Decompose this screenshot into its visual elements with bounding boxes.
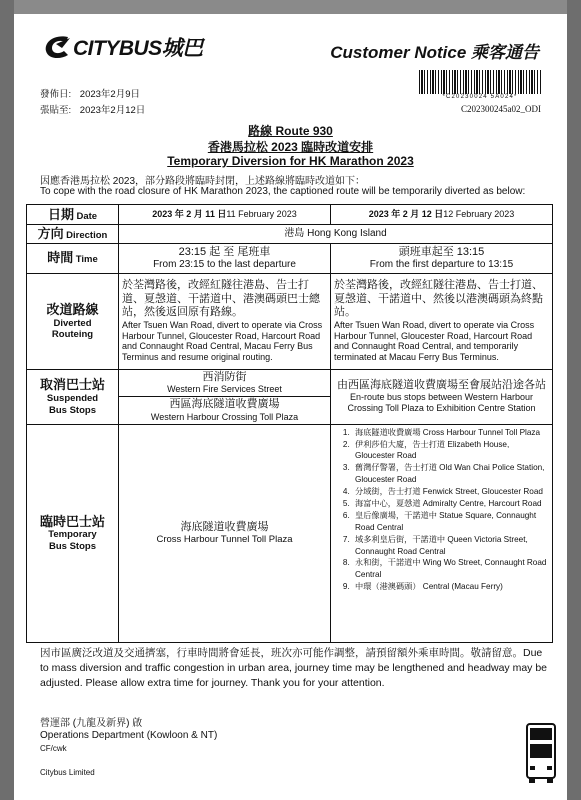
direction-row	[27, 225, 553, 244]
routeing-day2: 於荃灣路後，改經紅隧往港島、告士打道、夏愨道、干諾道中、然後以港澳碼頭為終點站。 After Tsuen Wan Road, divert to operate via Cross Harbour Tunnel, Gloucester Road, Harcourt Road and Connaught Road Central, and temporarily terminated at Macau Ferry Bus Terminus.	[331, 273, 553, 369]
barcode	[419, 70, 541, 94]
list-item: 3. 舊灣仔警署，告士打道 Old Wan Chai Police Station, Gloucester Road	[352, 462, 549, 486]
intro-zh: 因應香港馬拉松 2023，部分路段將臨時封閉，上述路線將臨時改道如下：	[40, 176, 366, 187]
issue-date-line	[40, 86, 140, 100]
intro-en: To cope with the road closure of HK Marathon 2023, the captioned route will be temporarily diverted as below:	[40, 186, 526, 197]
department-zh: 營運部 (九龍及新界) 啟	[40, 718, 143, 729]
reference-number: C202300245a02_ODI	[461, 104, 541, 114]
top-frame	[14, 0, 567, 14]
company-name: Citybus Limited	[40, 768, 95, 777]
list-item: 9. 中環（港澳碼頭） Central (Macau Ferry)	[352, 581, 549, 593]
issue-date: 2023年2月9日	[79, 89, 140, 100]
temporary-day2	[331, 424, 553, 642]
notice-title: Customer Notice 乘客通告	[330, 43, 539, 62]
list-item: 8. 永和街，干諾道中 Wing Wo Street, Connaught Road Central	[352, 557, 549, 581]
citybus-logo	[42, 34, 203, 60]
temporary-row	[27, 424, 553, 642]
suspended-day1: 西消防街 Western Fire Services Street 西區海底隧道收費廣場 Western Harbour Crossing Toll Plaza	[119, 369, 331, 424]
post-label: 張貼至:	[40, 105, 72, 116]
suspended-day2: 由西區海底隧道收費廣場至會展站沿途各站 En-route bus stops between Western Harbour Crossing Toll Plaza to Exhibition Centre Station	[331, 369, 553, 424]
time-day2: 頭班車起至 13:15 From the first departure to 13:15	[331, 243, 553, 273]
time-day1: 23:15 起 至 尾班車 From 23:15 to the last departure	[119, 243, 331, 273]
list-item: 2. 伊利莎伯大廈，告士打道 Elizabeth House, Gloucester Road	[352, 439, 549, 463]
footnote-en: Due to mass diversion and traffic congestion in urban area, journey time may be lengthened and headway may be adjusted. Please allow extra time for journey. Thank you for your attention.	[40, 647, 548, 689]
issue-label: 發佈日:	[40, 89, 72, 100]
routeing-day1: 於荃灣路後，改經紅隧往港島、告士打道、夏愨道、干諾道中、港澳碼頭巴士總站，然後返回原有路線。 After Tsuen Wan Road, divert to operate via Cross Harbour Tunnel, Gloucester Road, Harcourt Road and Connaught Road Central, Macau Ferry Bus Terminus and resume original routing.	[119, 273, 331, 369]
footnote-zh: 因市區廣泛改道及交通擠塞，行車時間將會延長，班次亦可能作調整，請預留額外乘車時間。敬請留意。	[40, 647, 523, 659]
date-row	[27, 205, 553, 225]
bus-icon	[524, 722, 558, 784]
title-zh: 香港馬拉松 2023 臨時改道安排	[207, 140, 374, 154]
title-en: Temporary Diversion for HK Marathon 2023	[167, 154, 414, 168]
footnote	[40, 646, 550, 691]
barcode-number: *C20230024 5A024*	[442, 94, 518, 100]
notice-page	[14, 0, 567, 800]
department-en: Operations Department (Kowloon & NT)	[40, 730, 218, 741]
right-frame	[567, 0, 581, 800]
date-label: 日期 Date	[27, 205, 119, 225]
direction-label: 方向 Direction	[27, 225, 119, 244]
temporary-label: 臨時巴士站 Temporary Bus Stops	[27, 424, 119, 642]
date-day2: 2023 年 2 月 12 日12 February 2023	[331, 205, 553, 225]
citybus-swoosh-icon	[42, 34, 72, 60]
time-label: 時間 Time	[27, 243, 119, 273]
list-item: 7. 域多利皇后街，干諾道中 Queen Victoria Street, Connaught Road Central	[352, 534, 549, 558]
date-day1: 2023 年 2 月 11 日11 February 2023	[119, 205, 331, 225]
list-item: 5. 海富中心，夏愨道 Admiralty Centre, Harcourt Road	[352, 498, 549, 510]
suspended-label: 取消巴士站 Suspended Bus Stops	[27, 369, 119, 424]
temporary-stop-list	[334, 427, 549, 593]
routeing-row	[27, 273, 553, 369]
brand-name: CITYBUS城巴	[73, 37, 203, 60]
list-item: 1. 海底隧道收費廣場 Cross Harbour Tunnel Toll Plaza	[352, 427, 549, 439]
diversion-table	[26, 204, 553, 643]
post-date: 2023年2月12日	[79, 105, 146, 116]
post-date-line	[40, 102, 145, 116]
initials: CF/cwk	[40, 744, 67, 753]
list-item: 4. 分域街，告士打道 Fenwick Street, Gloucester Road	[352, 486, 549, 498]
direction-value: 港島 Hong Kong Island	[119, 225, 553, 244]
routeing-label: 改道路線 Diverted Routeing	[27, 273, 119, 369]
time-row	[27, 243, 553, 273]
route-heading: 路線 Route 930	[248, 124, 333, 138]
suspended-row	[27, 369, 553, 424]
list-item: 6. 皇后像廣場，干諾道中 Statue Square, Connaught Road Central	[352, 510, 549, 534]
left-frame	[0, 0, 14, 800]
temporary-day1: 海底隧道收費廣場 Cross Harbour Tunnel Toll Plaza	[119, 424, 331, 642]
